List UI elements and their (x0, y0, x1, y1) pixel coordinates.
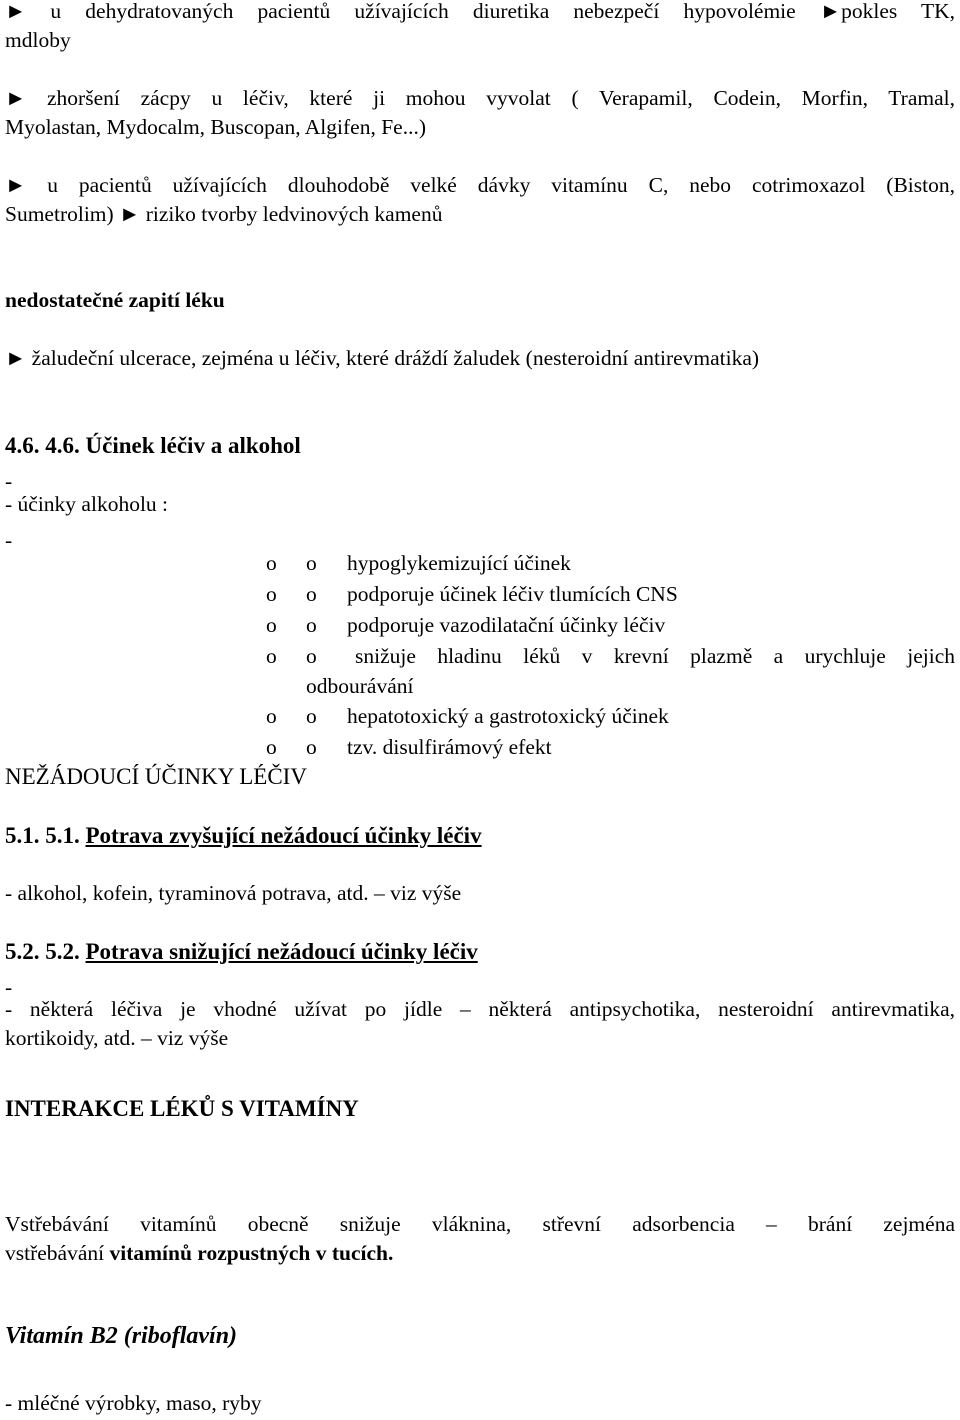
section-5-2-number: 5.2. 5.2. (5, 939, 80, 964)
section-5-2-text-line2: kortikoidy, atd. – viz výše (5, 1026, 229, 1050)
paragraph-dehydration-line1: ► u dehydratovaných pacientů užívajících diuretika nebezpečí hypovolémie ►pokles TK, (5, 0, 955, 23)
alcohol-effects-label: - účinky alkoholu : (5, 492, 169, 516)
list-bullet: o (306, 613, 317, 637)
vitamins-paragraph-plain: vstřebávání (5, 1241, 110, 1265)
list-bullet: o (266, 704, 277, 728)
list-bullet: o (306, 704, 317, 728)
list-item-text: hepatotoxický a gastrotoxický účinek (347, 704, 669, 728)
section-5-1-title: Potrava zvyšující nežádoucí účinky léčiv (85, 823, 482, 848)
section-5-2-title: Potrava snižující nežádoucí účinky léčiv (85, 939, 478, 964)
list-bullet: o (266, 582, 277, 606)
section-4-6-heading (5, 431, 301, 460)
list-bullet: o (266, 551, 277, 575)
vitamins-paragraph-bold: vitamínů rozpustných v tucích. (109, 1241, 394, 1265)
list-bullet: o (306, 644, 317, 668)
list-item-text: snižuje hladinu léků v krevní plazmě a urychluje jejich (355, 644, 955, 668)
list-item-text: hypoglykemizující účinek (347, 551, 571, 575)
list-bullet: o (306, 551, 317, 575)
list-item-text: podporuje účinek léčiv tlumících CNS (347, 582, 678, 606)
paragraph-constipation-line2: Myolastan, Mydocalm, Buscopan, Algifen, Fe...) (5, 115, 426, 139)
section-4-6-number: 4.6. 4.6. (5, 433, 80, 458)
vitamins-paragraph-line2 (5, 1239, 393, 1268)
section-5-2-text-line1: - některá léčiva je vhodné užívat po jídle – některá antipsychotika, nesteroidní antirevmatika, (5, 997, 955, 1021)
paragraph-vitamin-c-line2: Sumetrolim) ► riziko tvorby ledvinových kamenů (5, 202, 443, 226)
heading-insufficient-drinking: nedostatečné zapití léku (5, 288, 225, 312)
section-5-1-heading (5, 821, 482, 850)
list-item-text-continuation: odbourávání (306, 674, 414, 698)
section-5-1-number: 5.1. 5.1. (5, 823, 80, 848)
section-4-6-title: Účinek léčiv a alkohol (85, 433, 301, 458)
section-5-2-dash-top: - (5, 975, 13, 999)
paragraph-dehydration-line2: mdloby (5, 28, 71, 52)
vitamins-heading: INTERAKCE LÉKŮ S VITAMÍNY (5, 1096, 359, 1121)
list-bullet: o (266, 735, 277, 759)
section-5-1-text: - alkohol, kofein, tyraminová potrava, atd. – viz výše (5, 881, 462, 905)
paragraph-constipation-line1: ► zhoršení zácpy u léčiv, které ji mohou vyvolat ( Verapamil, Codein, Morfin, Tramal, (5, 86, 955, 110)
section-4-6-dash-bottom: - (5, 528, 13, 552)
chapter-title: NEŽÁDOUCÍ ÚČINKY LÉČIV (5, 764, 307, 789)
list-item-text: tzv. disulfirámový efekt (347, 735, 552, 759)
list-item-text: podporuje vazodilatační účinky léčiv (347, 613, 666, 637)
section-5-2-heading (5, 937, 478, 966)
list-bullet: o (266, 613, 277, 637)
list-bullet: o (266, 644, 277, 668)
list-bullet: o (306, 582, 317, 606)
section-4-6-dash-top: - (5, 469, 13, 493)
vitamins-paragraph-line1: Vstřebávání vitamínů obecně snižuje vláknina, střevní adsorbencia – brání zejména (5, 1212, 955, 1236)
vitamin-b2-text: - mléčné výrobky, maso, ryby (5, 1391, 262, 1415)
paragraph-gastric-ulceration: ► žaludeční ulcerace, zejména u léčiv, které dráždí žaludek (nesteroidní antirevmatika) (5, 346, 760, 370)
vitamin-b2-heading: Vitamín B2 (riboflavín) (5, 1323, 238, 1349)
list-bullet: o (306, 735, 317, 759)
paragraph-vitamin-c-line1: ► u pacientů užívajících dlouhodobě velké dávky vitamínu C, nebo cotrimoxazol (Biston, (5, 173, 955, 197)
